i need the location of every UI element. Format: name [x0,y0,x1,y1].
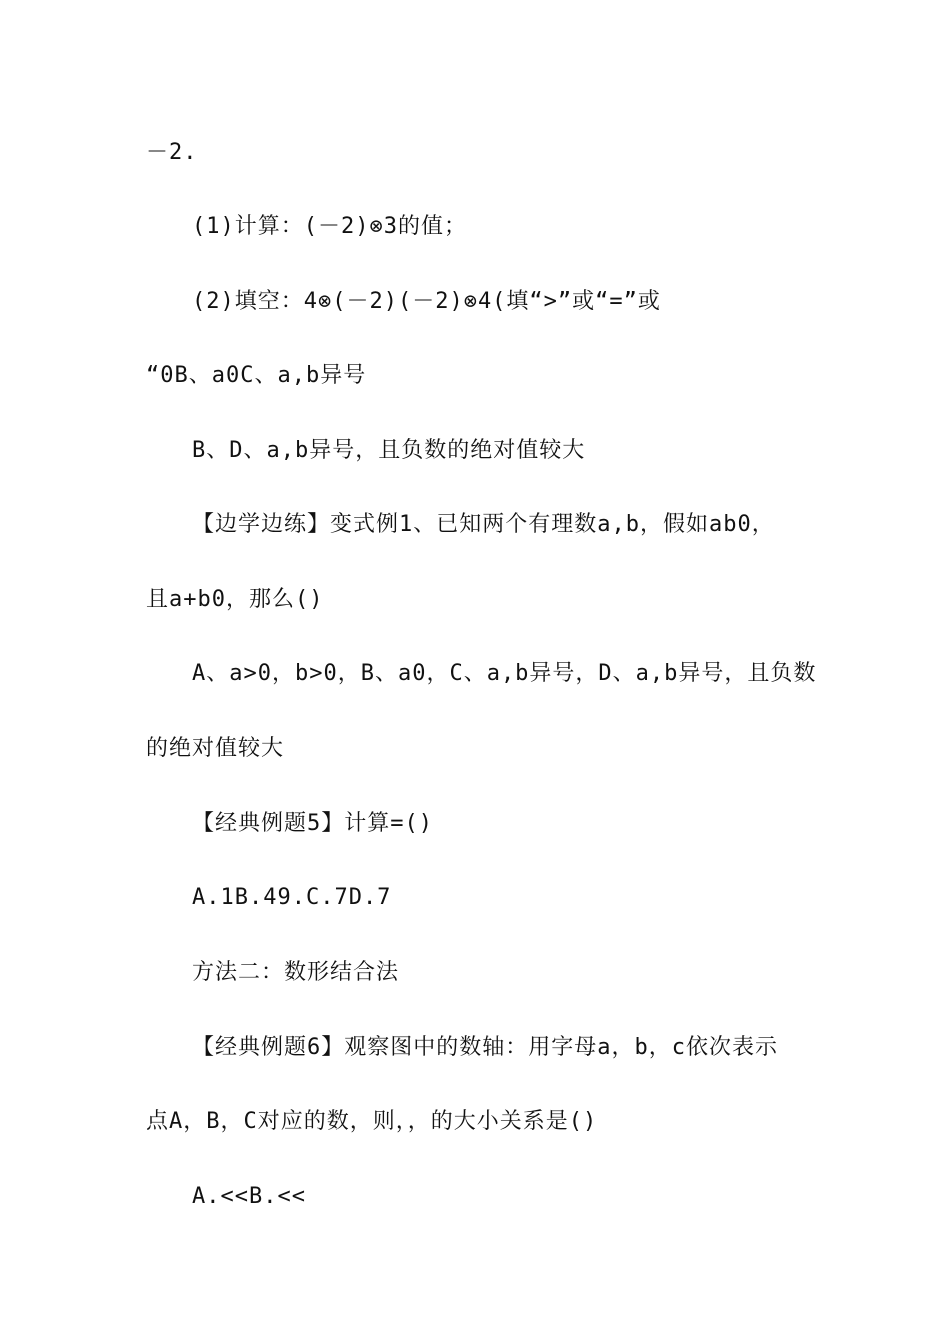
text-line-10: 【经典例题5】计算=() [192,811,433,836]
text-line-13: 【经典例题6】观察图中的数轴：用字母a，b，c依次表示 [192,1035,778,1060]
text-line-6: 【边学边练】变式例1、已知两个有理数a,b，假如ab0， [192,512,775,537]
text-line-5: B、D、a,b异号，且负数的绝对值较大 [192,438,586,463]
text-line-9: 的绝对值较大 [146,736,285,761]
text-line-3: (2)填空：4⊗(－2)(－2)⊗4(填“>”或“=”或 [192,289,661,314]
text-line-14: 点A，B，C对应的数，则，，的大小关系是() [146,1109,598,1134]
text-line-15: A.<<B.<< [192,1184,306,1209]
text-line-7: 且a+b0，那么() [146,587,324,612]
text-line-1: －2. [146,140,198,165]
text-line-11: A.1B.49.C.7D.7 [192,885,392,910]
text-line-12: 方法二：数形结合法 [192,960,400,985]
text-line-8: A、a>0，b>0，B、a0，C、a,b异号，D、a,b异号，且负数 [192,661,817,686]
text-line-4: “0B、a0C、a,b异号 [146,363,367,388]
text-line-2: (1)计算：(－2)⊗3的值； [192,214,467,239]
